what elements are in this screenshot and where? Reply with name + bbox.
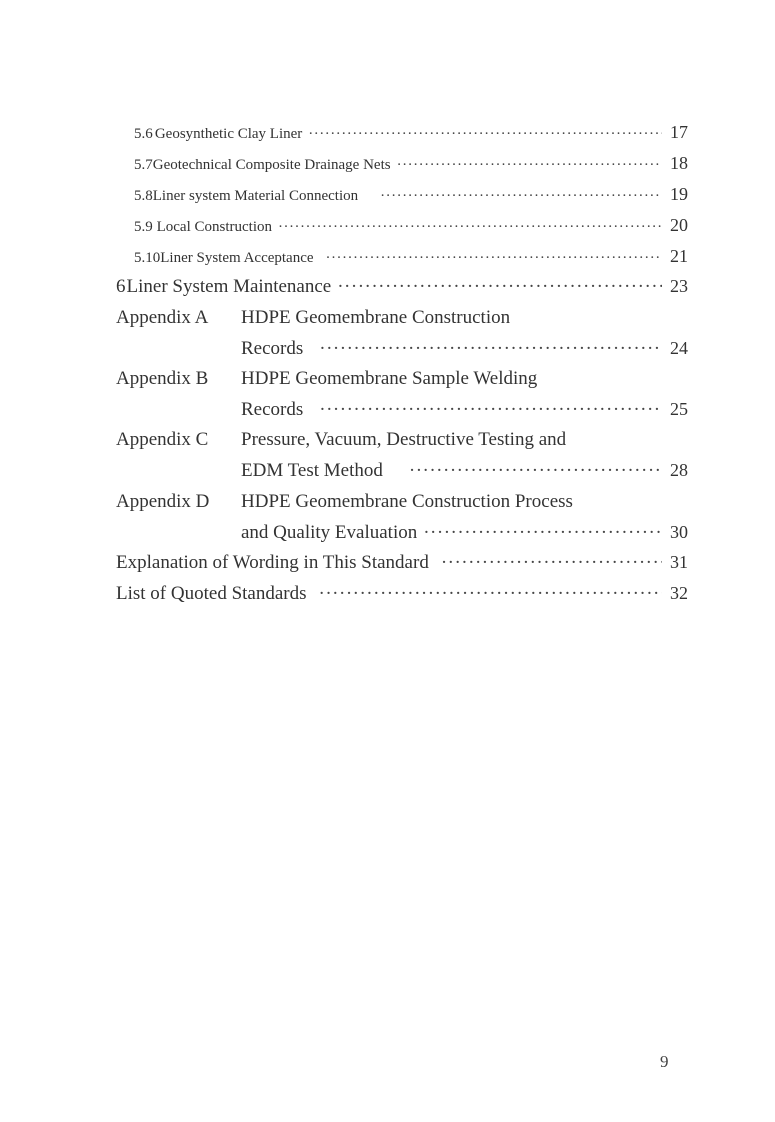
entry-page: 28 — [670, 460, 688, 480]
entry-title: Records — [241, 338, 304, 359]
entry-title: Liner System Acceptance — [160, 250, 314, 266]
entry-page: 21 — [670, 246, 688, 266]
toc-entry-explanation[interactable] — [116, 552, 688, 574]
toc-entry-5-10[interactable] — [134, 246, 688, 267]
appendix-label: Appendix B — [116, 368, 209, 389]
entry-title: and Quality Evaluation — [241, 522, 418, 543]
toc-appendix-c-entry[interactable] — [241, 460, 688, 482]
entry-title: Geotechnical Composite Drainage Nets — [152, 157, 391, 173]
entry-page: 18 — [670, 153, 688, 173]
entry-page: 17 — [670, 122, 688, 142]
dot-leader — [319, 338, 662, 360]
entry-page: 24 — [670, 338, 688, 358]
entry-number: 5.9 — [134, 219, 153, 235]
dot-leader — [319, 399, 662, 421]
entry-page: 23 — [670, 276, 688, 296]
page-number: 9 — [660, 1052, 669, 1071]
toc-entry-5-6[interactable] — [134, 122, 688, 143]
appendix-label: Appendix D — [116, 491, 210, 512]
dot-leader — [337, 276, 662, 298]
dot-leader — [326, 250, 662, 267]
toc-appendix-a-entry[interactable] — [241, 338, 688, 360]
toc-appendix-d-heading[interactable] — [116, 491, 573, 513]
toc-appendix-a-heading[interactable] — [116, 307, 510, 329]
appendix-title: HDPE Geomembrane Construction — [241, 307, 511, 328]
dot-leader — [409, 460, 662, 482]
entry-title: Local Construction — [156, 219, 273, 235]
entry-page: 20 — [670, 215, 688, 235]
entry-title: Liner system Material Connection — [152, 188, 359, 204]
toc-entry-5-8[interactable] — [134, 184, 688, 205]
toc-appendix-c-heading[interactable] — [116, 429, 566, 451]
appendix-title: HDPE Geomembrane Sample Welding — [241, 368, 538, 389]
entry-number: 5.7 — [134, 157, 153, 173]
dot-leader — [278, 219, 662, 236]
entry-page: 25 — [670, 399, 688, 419]
entry-title: Records — [241, 399, 304, 420]
toc-entry-5-9[interactable] — [134, 215, 688, 236]
dot-leader — [380, 188, 662, 205]
entry-number: 6 — [116, 276, 126, 297]
appendix-title: Pressure, Vacuum, Destructive Testing and — [241, 429, 567, 450]
toc-appendix-b-heading[interactable] — [116, 368, 537, 390]
toc-entry-quoted-standards[interactable] — [116, 583, 688, 605]
entry-number: 5.6 — [134, 126, 153, 142]
entry-page: 30 — [670, 522, 688, 542]
entry-number: 5.8 — [134, 188, 153, 204]
appendix-label: Appendix C — [116, 429, 209, 450]
entry-title: List of Quoted Standards — [116, 583, 307, 604]
entry-page: 32 — [670, 583, 688, 603]
entry-title: EDM Test Method — [241, 460, 383, 481]
entry-title: Explanation of Wording in This Standard — [116, 552, 429, 573]
toc-entry-chapter-6[interactable] — [116, 276, 688, 298]
dot-leader — [423, 522, 662, 544]
dot-leader — [441, 552, 662, 574]
appendix-title: HDPE Geomembrane Construction Process — [241, 491, 573, 512]
toc-entry-5-7[interactable] — [134, 153, 688, 174]
entry-title: Geosynthetic Clay Liner — [154, 126, 303, 142]
appendix-label: Appendix A — [116, 307, 209, 328]
toc-appendix-b-entry[interactable] — [241, 399, 688, 421]
entry-page: 31 — [670, 552, 688, 572]
entry-number: 5.10 — [134, 250, 161, 266]
dot-leader — [319, 583, 662, 605]
dot-leader — [397, 157, 662, 174]
entry-title: Liner System Maintenance — [126, 276, 332, 297]
entry-page: 19 — [670, 184, 688, 204]
toc-appendix-d-entry[interactable] — [241, 522, 688, 544]
dot-leader — [308, 126, 662, 143]
